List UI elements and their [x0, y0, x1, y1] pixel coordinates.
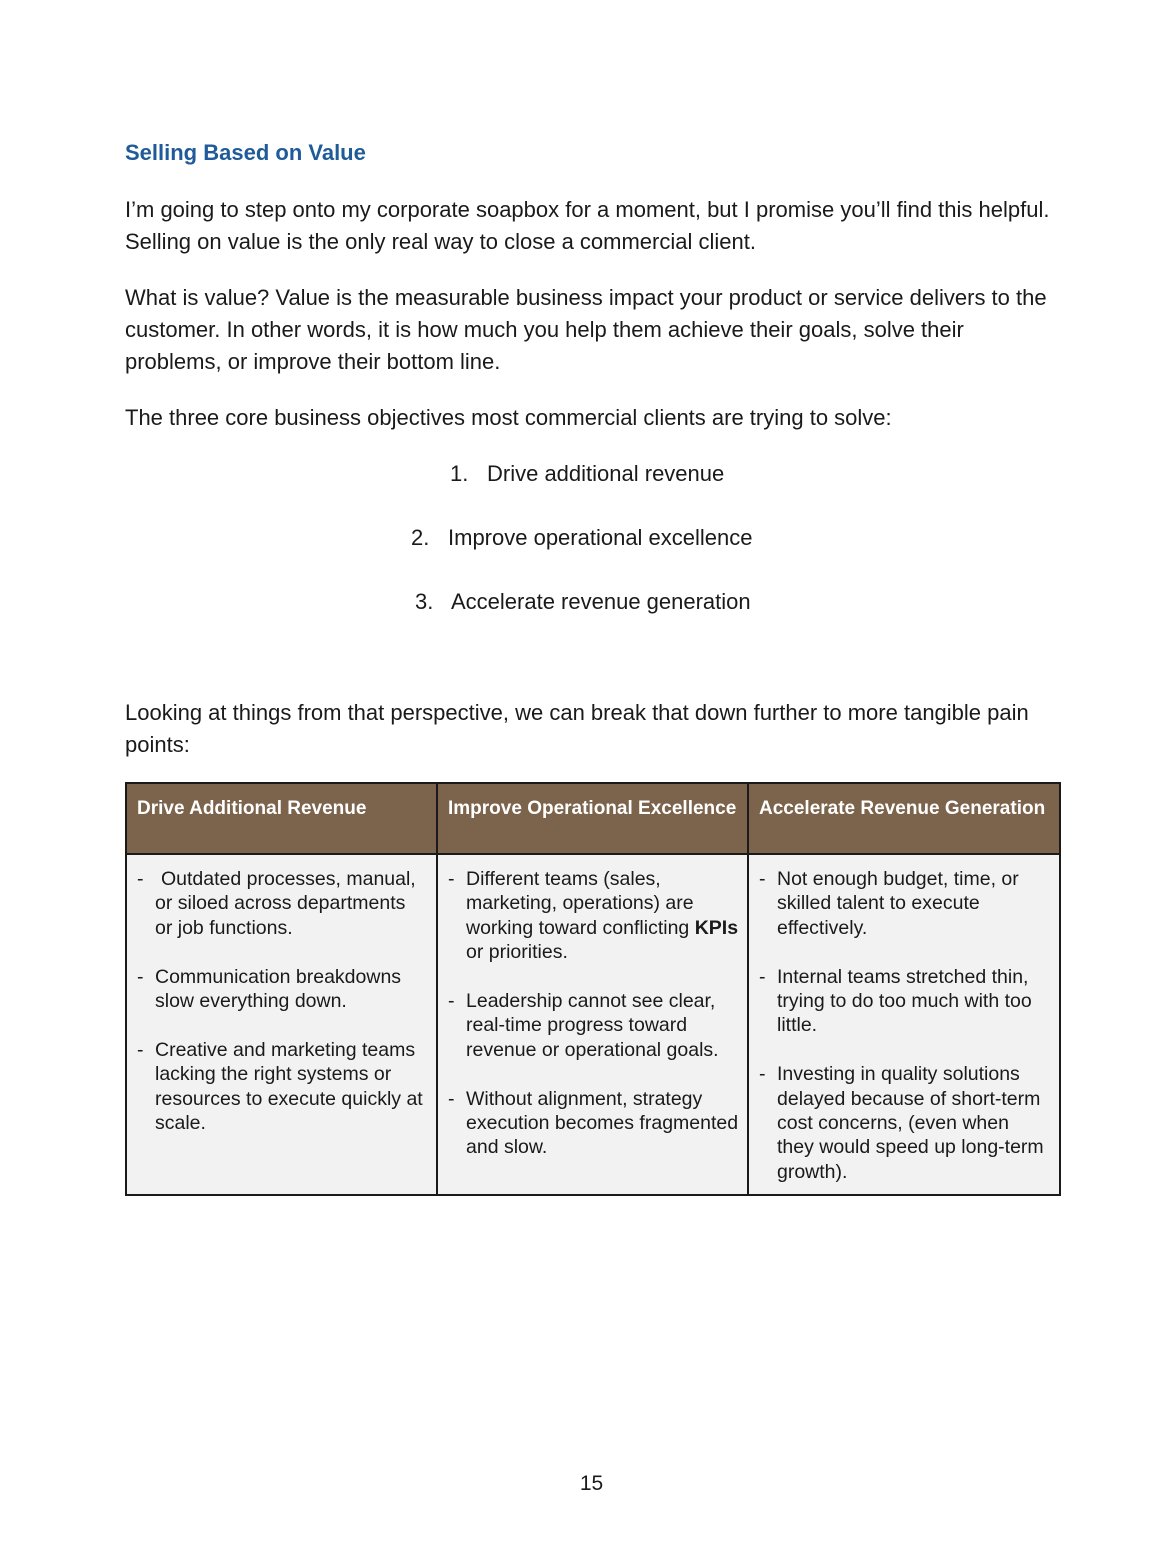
- pain-point-text: Leadership cannot see clear, real-time progress toward revenue or operational goals.: [466, 990, 719, 1061]
- drive-revenue-cell: [126, 854, 437, 1195]
- objective-item: [415, 586, 751, 618]
- pain-point-text: Internal teams stretched thin, trying to do too much with too little.: [777, 965, 1032, 1037]
- pain-points-table: [125, 782, 1061, 1196]
- objective-number: 3.: [415, 589, 434, 614]
- bullet-dash: -: [759, 1063, 766, 1086]
- objective-item: [411, 522, 753, 554]
- pain-point-list: [137, 867, 428, 1135]
- list-item: [448, 867, 739, 965]
- pain-point-text: Creative and marketing teams lacking the right systems or resources to execute quickly at scale.: [155, 1038, 423, 1135]
- pain-point-text-after: or priorities.: [466, 941, 568, 964]
- bullet-dash: -: [137, 868, 144, 890]
- table-row: [126, 854, 1060, 1195]
- intro-paragraph: I’m going to step onto my corporate soapbox for a moment, but I promise you’ll find this helpful. Selling on value is the only real way to close a commercial client.: [125, 197, 1050, 254]
- objective-text: Accelerate revenue generation: [451, 589, 751, 614]
- pain-point-list: [759, 867, 1051, 1184]
- page-number: 15: [579, 1472, 604, 1495]
- objectives-lead-paragraph: The three core business objectives most commercial clients are trying to solve:: [125, 405, 892, 430]
- column-header-accelerate-revenue: Accelerate Revenue Generation: [748, 783, 1060, 854]
- objective-text: Drive additional revenue: [487, 461, 725, 486]
- kpis-emphasis: KPIs: [694, 916, 739, 939]
- pain-point-text: Not enough budget, time, or skilled talent to execute effectively.: [777, 868, 1019, 939]
- bullet-dash: -: [448, 868, 455, 890]
- bullet-dash: -: [137, 965, 144, 988]
- bullet-dash: -: [448, 990, 455, 1013]
- operational-excellence-cell: [437, 854, 748, 1195]
- perspective-paragraph: Looking at things from that perspective, we can break that down further to more tangible pain points:: [125, 700, 1029, 757]
- list-item: [759, 867, 1051, 940]
- pain-point-text: Outdated processes, manual, or siloed across departments or job functions.: [155, 868, 416, 939]
- value-definition-paragraph: What is value? Value is the measurable business impact your product or service delivers to the customer. In other words, it is how much you help them achieve their goals, solve their problems, or improve their bottom line.: [125, 285, 1047, 374]
- list-item: [448, 1087, 739, 1160]
- pain-point-list: [448, 867, 739, 1160]
- objective-text: Improve operational excellence: [448, 525, 753, 550]
- table-header-row: [126, 783, 1060, 854]
- pain-point-text-before: Different teams (sales, marketing, operations) are working toward conflicting: [466, 868, 695, 939]
- list-item: [137, 1038, 428, 1136]
- column-header-operational-excellence: Improve Operational Excellence: [437, 783, 748, 854]
- list-item: [137, 867, 428, 940]
- objective-item: [450, 458, 724, 490]
- accelerate-revenue-cell: [748, 854, 1060, 1195]
- pain-point-text: Investing in quality solutions delayed because of short-term cost concerns, (even when they would speed up long-term growth).: [777, 1063, 1044, 1183]
- section-heading: Selling Based on Value: [125, 140, 366, 165]
- list-item: [137, 965, 428, 1014]
- list-item: [759, 1062, 1051, 1184]
- list-item: [448, 989, 739, 1062]
- pain-point-text: Without alignment, strategy execution becomes fragmented and slow.: [466, 1087, 739, 1159]
- objective-number: 2.: [411, 525, 430, 550]
- column-header-drive-revenue: Drive Additional Revenue: [126, 783, 437, 854]
- pain-point-text: Communication breakdowns slow everything down.: [155, 965, 402, 1013]
- bullet-dash: -: [448, 1087, 455, 1110]
- objective-number: 1.: [450, 461, 469, 486]
- bullet-dash: -: [137, 1038, 144, 1061]
- list-item: [759, 965, 1051, 1038]
- bullet-dash: -: [759, 868, 766, 890]
- bullet-dash: -: [759, 965, 766, 988]
